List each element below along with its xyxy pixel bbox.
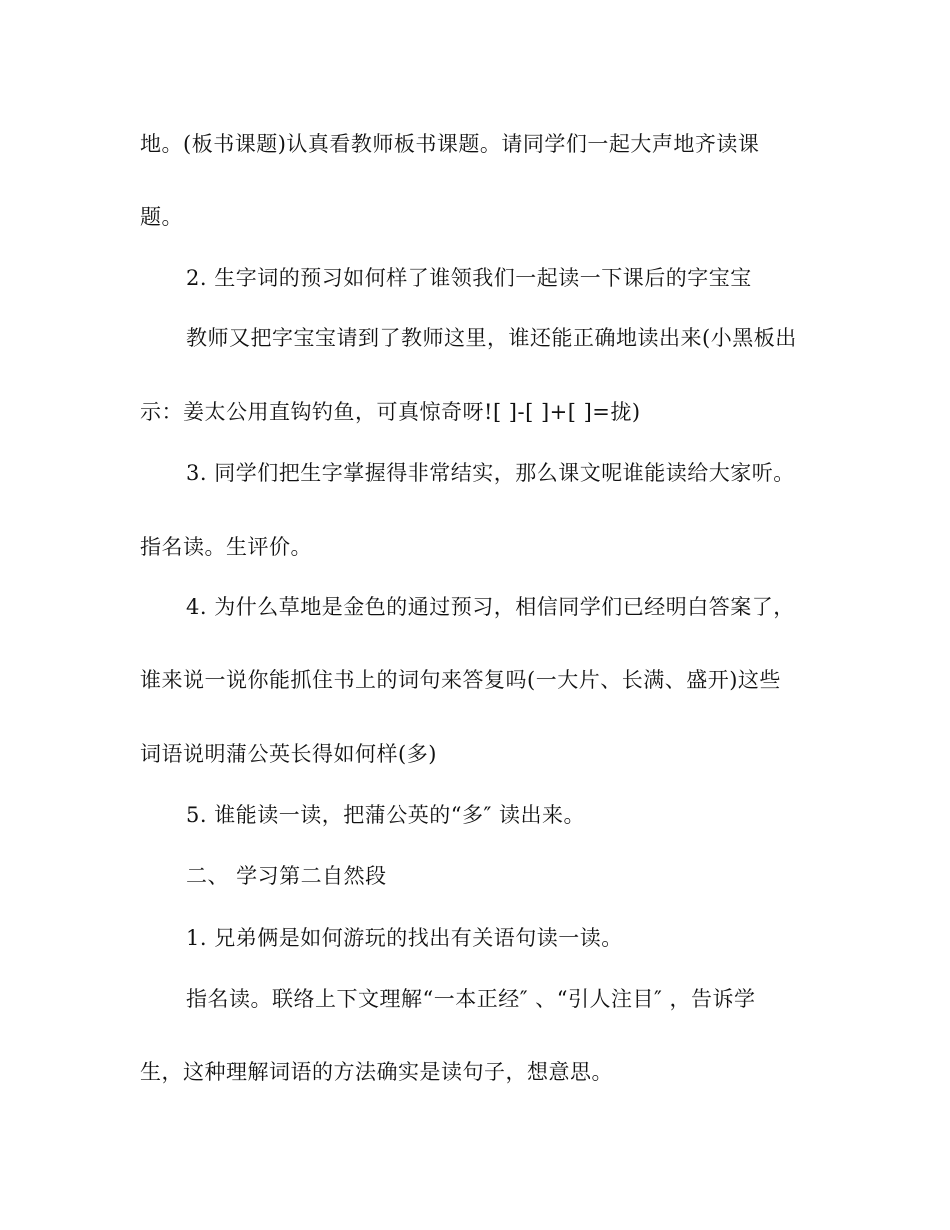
text-line: 词语说明蒲公英长得如何样(多) [140, 742, 437, 766]
section-heading: 二、 学习第二自然段 [186, 864, 387, 888]
text-line: 地。(板书课题)认真看教师板书课题。请同学们一起大声地齐读课 [140, 132, 760, 156]
text-line: 生，这种理解词语的方法确实是读句子，想意思。 [140, 1060, 613, 1084]
text-line: 指名读。联络上下文理解“一本正经″ 、“引人注目″ ，告诉学 [186, 987, 756, 1011]
text-line: 题。 [140, 205, 183, 229]
text-line: 示：姜太公用直钩钓鱼，可真惊奇呀![ ]-[ ]+[ ]=拢) [140, 400, 641, 424]
text-line: 谁来说一说你能抓住书上的词句来答复吗(一大片、长满、盛开)这些 [140, 668, 781, 692]
text-line: 3. 同学们把生字掌握得非常结实，那么课文呢谁能读给大家听。 [186, 461, 795, 485]
text-line: 教师又把字宝宝请到了教师这里，谁还能正确地读出来(小黑板出 [186, 326, 797, 350]
text-line: 5. 谁能读一读，把蒲公英的“多″ 读出来。 [186, 803, 585, 827]
text-line: 1. 兄弟俩是如何游玩的找出有关语句读一读。 [186, 926, 623, 950]
text-line: 4. 为什么草地是金色的通过预习，相信同学们已经明白答案了， [186, 595, 795, 619]
text-line: 2. 生字词的预习如何样了谁领我们一起读一下课后的字宝宝 [186, 266, 752, 290]
text-line: 指名读。生评价。 [140, 535, 312, 559]
